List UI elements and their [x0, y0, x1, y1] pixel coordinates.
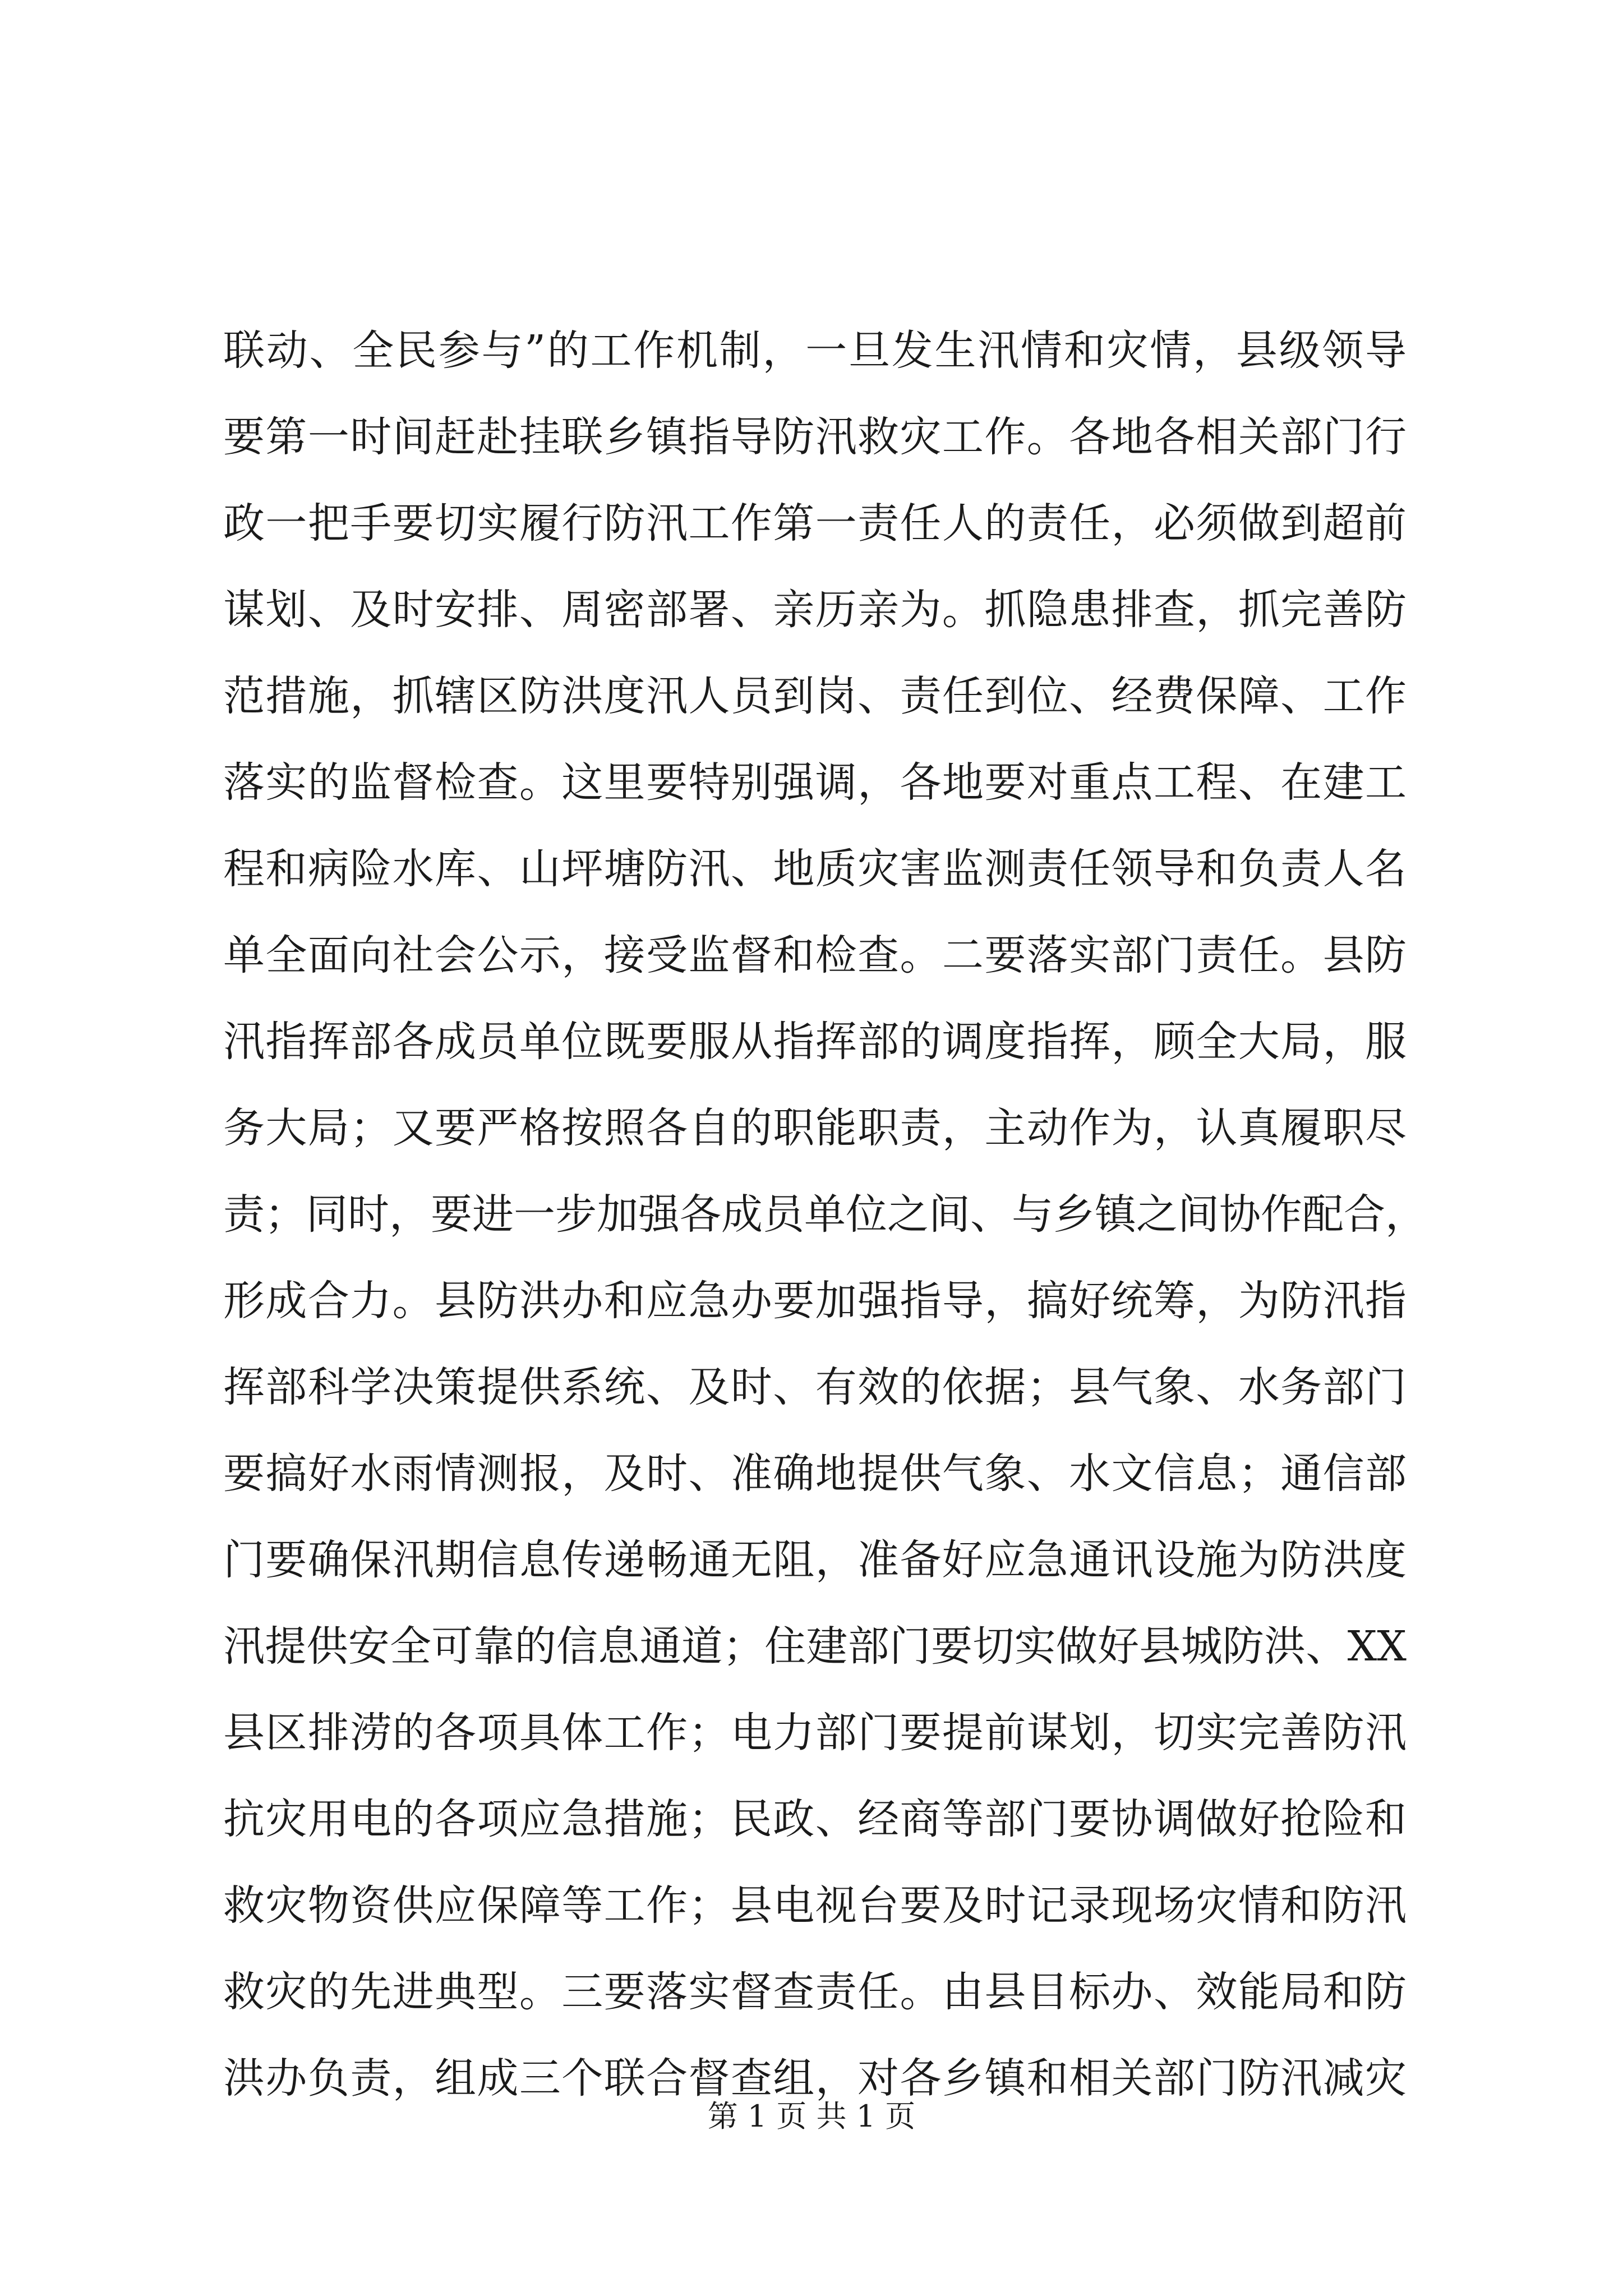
- text-line: 县区排涝的各项具体工作；电力部门要提前谋划，切实完善防汛: [223, 1709, 1407, 1757]
- text-line: 救灾的先进典型。三要落实督查责任。由县目标办、效能局和防: [223, 1968, 1407, 2016]
- text-line: 要第一时间赶赴挂联乡镇指导防汛救灾工作。各地各相关部门行: [223, 413, 1407, 461]
- text-line: 汛指挥部各成员单位既要服从指挥部的调度指挥，顾全大局，服: [223, 1018, 1407, 1066]
- text-line: 形成合力。县防洪办和应急办要加强指导，搞好统筹，为防汛指: [223, 1277, 1407, 1325]
- text-line: 程和病险水库、山坪塘防汛、地质灾害监测责任领导和负责人名: [223, 845, 1407, 893]
- text-line: 门要确保汛期信息传递畅通无阻，准备好应急通讯设施为防洪度: [223, 1536, 1407, 1584]
- text-line: 挥部科学决策提供系统、及时、有效的依据；县气象、水务部门: [223, 1363, 1407, 1411]
- text-line: 联动、全民参与”的工作机制，一旦发生汛情和灾情，县级领导: [223, 326, 1407, 375]
- text-line: 抗灾用电的各项应急措施；民政、经商等部门要协调做好抢险和: [223, 1795, 1407, 1843]
- text-line: 单全面向社会公示，接受监督和检查。二要落实部门责任。县防: [223, 931, 1407, 979]
- text-line: 务大局；又要严格按照各自的职能职责，主动作为，认真履职尽: [223, 1104, 1407, 1152]
- text-line: 落实的监督检查。这里要特别强调，各地要对重点工程、在建工: [223, 758, 1407, 807]
- text-line: 政一把手要切实履行防汛工作第一责任人的责任，必须做到超前: [223, 499, 1407, 547]
- body-text: [223, 307, 1427, 2122]
- text-line: 救灾物资供应保障等工作；县电视台要及时记录现场灾情和防汛: [223, 1881, 1407, 1930]
- text-line: 要搞好水雨情测报，及时、准确地提供气象、水文信息；通信部: [223, 1450, 1407, 1498]
- text-line: 范措施，抓辖区防洪度汛人员到岗、责任到位、经费保障、工作: [223, 672, 1407, 720]
- text-line: 汛提供安全可靠的信息通道；住建部门要切实做好县城防洪、XX: [223, 1622, 1407, 1671]
- text-line: 谋划、及时安排、周密部署、亲历亲为。抓隐患排查，抓完善防: [223, 586, 1407, 634]
- text-line: 洪办负责，组成三个联合督查组，对各乡镇和相关部门防汛减灾: [223, 2054, 1407, 2102]
- page-footer: 第 1 页 共 1 页: [707, 2099, 916, 2134]
- text-line: 责；同时，要进一步加强各成员单位之间、与乡镇之间协作配合，: [223, 1190, 1427, 1239]
